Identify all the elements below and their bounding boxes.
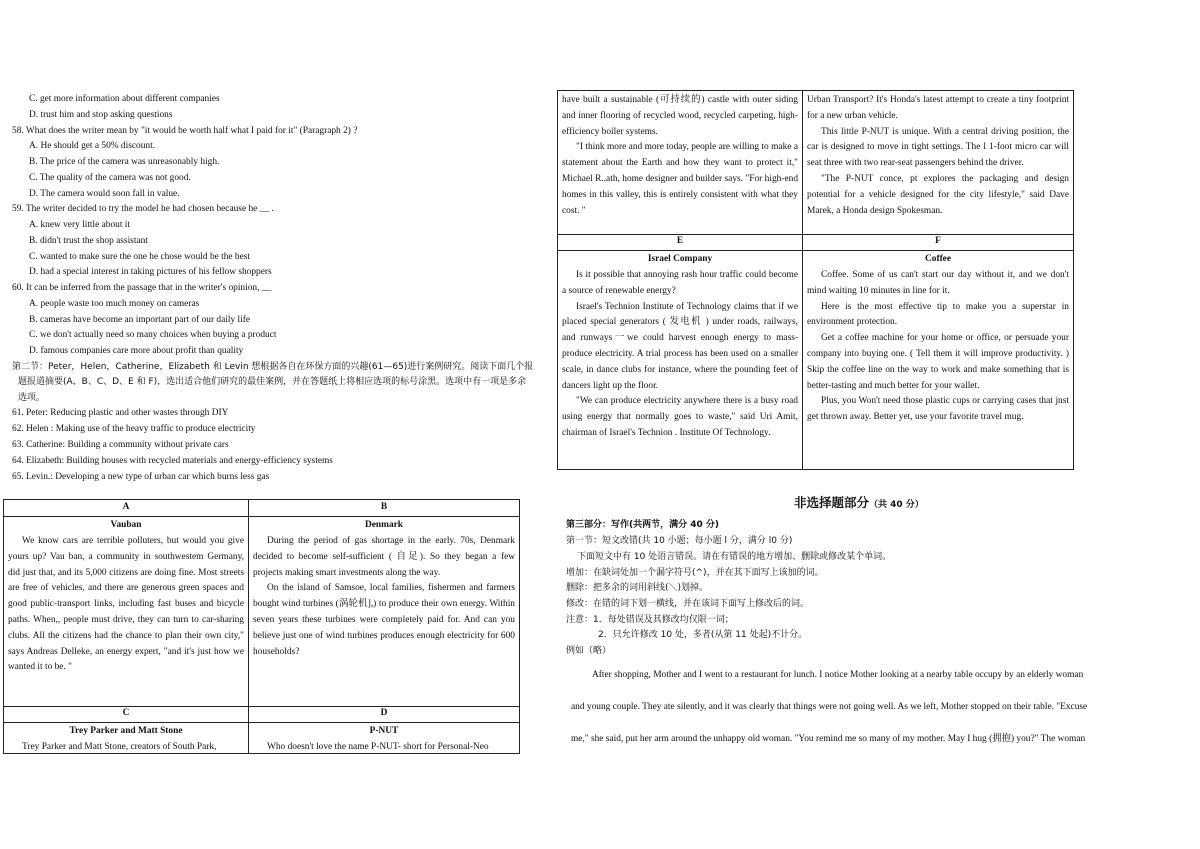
section2-intro-line1: 第二节：Peter，Helen，Catherine，Elizabeth 和 Levin 想根据各自在环保方面的兴趣(61—65)进行案例研究。阅读下面几个报 (12, 362, 534, 372)
note-2: 2．只允许修改 10 处，多者(从第 11 处起)不计分。 (598, 630, 808, 640)
option-60b: B. cameras have become an important part of our daily life (29, 315, 251, 325)
passage-d-continued (807, 93, 1069, 219)
passage-b-p1: During the period of gas shortage in the early. 70s, Denmark decided to become self-sufficient ( 自足). So they began a few projects making smart investments along the way. (253, 536, 515, 578)
option-59b: B. didn't trust the shop assistant (29, 236, 148, 246)
passage-f-p2: Here is the most effective tip to make you a superstar in environment protection. (807, 301, 1069, 328)
option-57c: C. get more information about different companies (29, 94, 220, 104)
option-60d: D. famous companies care more about profit than quality (29, 346, 244, 356)
example-label: 例如（略） (566, 646, 612, 656)
passage-d-title: P-NUT (369, 726, 399, 736)
passage-b-p2: On the island of Samsoe, local families, fishermen and farmers bought wind turbines (涡轮机],) to produce their own energy. Within seven years these turbines were completely paid for. And can you believe just one of wind turbines produces enough electricity for 600 households? (253, 583, 515, 657)
passage-a-title: Vauban (110, 520, 142, 530)
option-59c: C. wanted to make sure the one he chose would be the best (29, 252, 251, 262)
passage-d-cont-p2: This little P-NUT is unique. With a central driving position, the car is designed to move in tight settings. The l 1-foot micro car will seat three with two rear-seat passengers behind the driver. (807, 126, 1069, 169)
section2-intro-line3: 选项。 (18, 393, 46, 403)
passage-c-cont-p1: have built a sustainable (可持续的) castle with outer siding and inner flooring of recycled wood, recycled carpeting, high-efficiency boiler systems. (562, 95, 798, 137)
note-1: 注意：1．每处错误及其修改均仅限一词； (566, 615, 734, 625)
passage-d-cont-p1: Urban Transport? It's Honda's latest attempt to create a tiny footprint for a new urban vehicle. (807, 95, 1069, 121)
column-letter-d: D (380, 708, 388, 718)
question-61: 61. Peter: Reducing plastic and other wastes through DIY (12, 408, 229, 418)
instruction-modify: 修改：在错的词下划一横线，并在该词下面写上修改后的词。 (566, 599, 810, 609)
passage-c-start (8, 724, 244, 756)
passage-d-cont-p3: "The P-NUT conce, pt explores the packaging and design potential for a vehicle designed for the city lifestyle," said Dave Marek, a Honda design Spokesman. (807, 173, 1069, 216)
question-65: 65. Levin.: Developing a new type of urban car which burns less gas (12, 472, 270, 482)
instruction-delete: 删除：把多余的词用斜线(＼)划掉。 (566, 583, 709, 593)
passage-a-text: We know cars are terrible polluters, but would you give yours up? Vau ban, a community in southwestem Germany, did just that, and its 5,000 citizens are doing fine. Most streets are free of vehicles, and there are generous green spaces and good public-transport links, including fast buses and bicycle paths. When,, people must drive, they can turn to car-sharing clubs. All the citizens had the chance to plan their own city," says Andreas Delleke, an energy expert, "and it's just how we wanted it to be. " (8, 536, 244, 673)
passage-e-p1: Is it possible that annoying rash hour traffic could become a source of renewable energy? (562, 270, 798, 296)
option-58b: B. The price of the camera was unreasonably high. (29, 157, 220, 167)
question-63: 63. Catherine: Building a community without private cars (12, 440, 229, 450)
section2-intro-line2: 题报道摘要(A、B、C、D、E 和 F)，选出适合他们研究的最佳案例，并在答题纸上将相应选项的标号涂黑。选项中有一项是多余 (18, 377, 527, 387)
part3-title: 第三部分：写作(共两节，满分 40 分) (566, 520, 720, 530)
passage-b-title: Denmark (364, 520, 404, 530)
option-57d: D. trust him and stop asking questions (29, 110, 173, 120)
passage-e-title: Israel Company (647, 254, 713, 264)
passage-c-continued (562, 93, 798, 219)
passage-c-text: Trey Parker and Matt Stone, creators of South Park, (22, 742, 217, 752)
writing-heading-title: 非选择题部分 (794, 495, 870, 510)
passage-d-start (253, 724, 515, 756)
passage-e-p2: Israel's Technion Institute of Technology claims that if we placed special generators ( 发电机 ) under roads, railways, and runways一we could harvest enough energy to mass-produce electricity. A trial process has been used on a smaller scale, in dance clubs for instance, where the pounding feet of dancers light up the floor. (562, 301, 798, 391)
option-58d: D. The camera would soon fall in value. (29, 189, 180, 199)
essay-line-3: me," she said, put her arm around the unhappy old woman. "You remind me so many of my mother. May I hug (拥抱) you?" The woman (571, 734, 1086, 744)
passage-c-cont-p2: "I think more and more today, people are willing to make a statement about the Earth and how they want to protect it," Michael R..ath, home designer and builder says. "For high-end homes in this valley, this is entirely consistent with what they cost. " (562, 142, 798, 216)
question-59: 59. The writer decided to try the model he had chosen because he __ . (12, 204, 274, 214)
question-60: 60. It can be inferred from the passage that in the writer's opinion, __ (12, 283, 272, 293)
passage-e-p3: "We can produce electricity anywhere there is a busy road using energy that normally goes to waste," said Uri Amit, chairman of Israel's Technion . Institute Of Technology. (562, 396, 798, 438)
passage-f (807, 252, 1069, 426)
passage-f-title: Coffee (924, 254, 952, 264)
column-letter-e: E (676, 236, 684, 246)
option-60c: C. we don't actually need so many choices when buying a product (29, 330, 277, 340)
option-58a: A. He should get a 50% discount. (29, 141, 156, 151)
column-letter-f: F (935, 236, 941, 246)
writing-heading-score: （共 40 分） (869, 500, 924, 510)
option-58c: C. The quality of the camera was not good. (29, 173, 191, 183)
passage-a (8, 518, 244, 676)
question-62: 62. Helen : Making use of the heavy traffic to produce electricity (12, 424, 256, 434)
passage-table-right (557, 90, 1074, 470)
essay-line-1: After shopping, Mother and I went to a restaurant for lunch. I notice Mother looking at a nearby table occupy by an elderly woman (592, 670, 1084, 680)
passage-table-left (3, 499, 520, 754)
option-59d: D. had a special interest in taking pictures of his fellow shoppers (29, 267, 272, 277)
passage-f-p1: Coffee. Some of us can't start our day without it, and we don't mind waiting 10 minutes in line for it. (807, 270, 1069, 296)
column-letter-b: B (380, 502, 388, 512)
instruction-add: 增加：在缺词处加一个漏字符号(^)，并在其下面写上该加的词。 (566, 568, 824, 578)
section1-title: 第一节：短文改错(共 10 小题；每小题 l 分，满分 l0 分) (566, 536, 793, 546)
passage-c-title: Trey Parker and Matt Stone (69, 726, 183, 736)
instruction-1: 下面短文中有 10 处语言错误。请在有错误的地方增加、删除或修改某个单词。 (577, 552, 892, 562)
column-letter-a: A (122, 502, 130, 512)
passage-f-p4: Plus, you Won't need those plastic cups or carrying cases that jnst get thrown away. Better yet, use your favorite travel mug. (807, 396, 1069, 423)
column-letter-c: C (122, 708, 130, 718)
passage-d-text: Who doesn't love the name P-NUT- short for Personal-Neo (267, 742, 489, 752)
option-60a: A. people waste too much money on cameras (29, 299, 200, 309)
question-58: 58. What does the writer mean by "it would be worth half what I paid for it" (Paragraph 2) ? (12, 126, 358, 136)
option-59a: A. knew very little about it (29, 220, 131, 230)
essay-line-2: and young couple. They ate silently, and it was clearly that things were not going well. As we left, Mother stopped on their table. "Excuse (571, 702, 1088, 712)
question-64: 64. Elizabeth: Building houses with recycled materials and energy-efficiency systems (12, 456, 333, 466)
writing-heading (794, 495, 924, 513)
passage-f-p3: Get a coffee machine for your home or office, or persuade your company into buying one. ( Tell them it will improve productivity. ) Skip the coffee line on the way to work and make something that is better-tasting and much better for your wallet. (807, 333, 1069, 391)
passage-e (562, 252, 798, 442)
passage-b (253, 518, 515, 660)
